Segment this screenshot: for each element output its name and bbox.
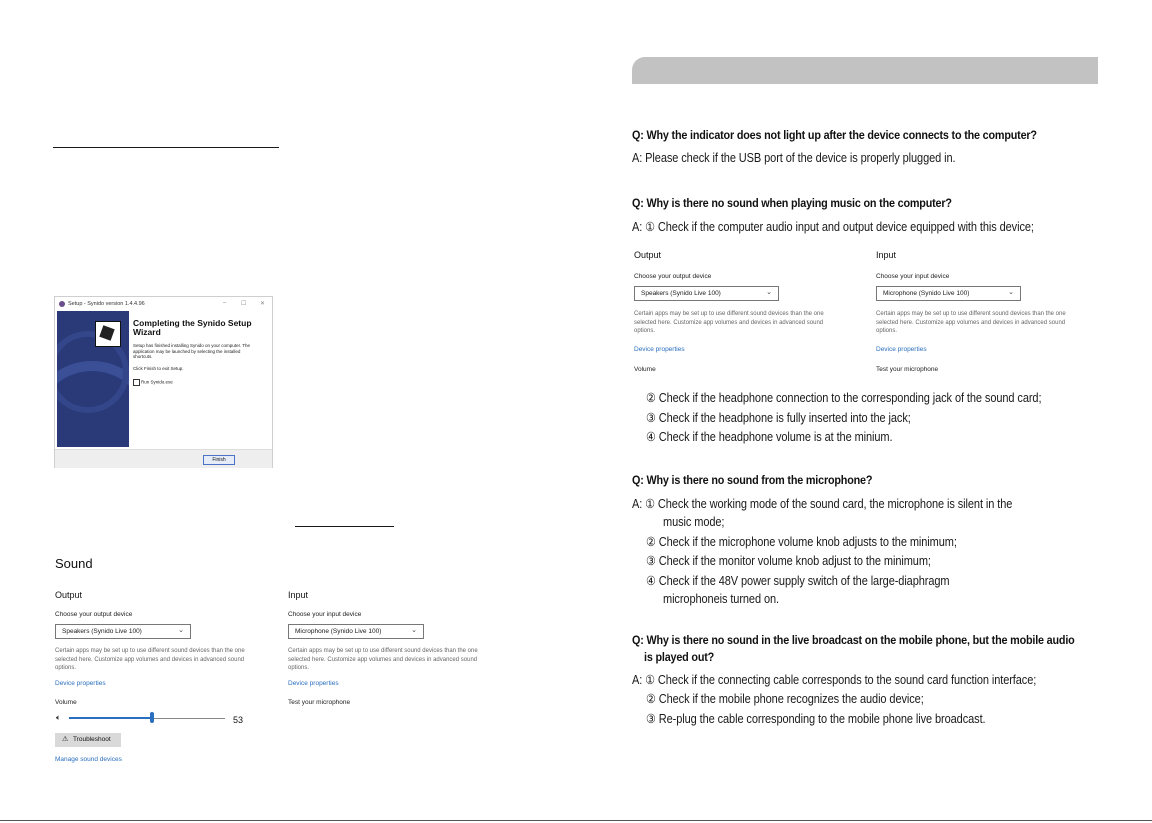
input-device-properties-link[interactable]: Device properties — [288, 680, 339, 687]
section-rule-mid — [295, 526, 394, 527]
warning-icon: ⚠ — [62, 736, 69, 743]
faq-answer-3-step-3: ③ Check if the monitor volume knob adjust to the minimum; — [646, 554, 931, 568]
faq-answer-3-step-2: ② Check if the microphone volume knob adjusts to the minimum; — [646, 535, 957, 549]
section-rule-top — [53, 147, 279, 148]
input-description: Certain apps may be set up to use different sound devices than the one selected here. Customize app volumes and devices in advanced sound options. — [288, 648, 478, 671]
installer-heading: Completing the Synido Setup Wizard — [133, 318, 252, 337]
close-icon[interactable]: ✕ — [260, 301, 266, 307]
volume-label: Volume — [55, 699, 77, 706]
output-description: Certain apps may be set up to use different sound devices than the one selected here. Customize app volumes and devices in advanced sound options. — [55, 648, 245, 671]
embedded-test-microphone-label: Test your microphone — [876, 366, 939, 373]
installer-titlebar — [55, 297, 272, 311]
embedded-input-heading: Input — [876, 250, 897, 260]
embedded-output-device-select[interactable]: Speakers (Synido Live 100) ⌄ — [634, 286, 779, 301]
minimize-icon[interactable]: – — [223, 300, 227, 306]
test-microphone-label: Test your microphone — [288, 699, 351, 706]
sound-page-title: Sound — [55, 556, 93, 571]
faq-answer-3-step-4-cont: microphoneis turned on. — [663, 592, 779, 606]
maximize-icon[interactable]: ☐ — [241, 301, 247, 307]
faq-question-2: Q: Why is there no sound when playing music on the computer? — [632, 196, 952, 210]
installer-exit-hint: Click Finish to exit Setup. — [133, 366, 184, 371]
embedded-input-device-select[interactable]: Microphone (Synido Live 100) ⌄ — [876, 286, 1021, 301]
embedded-input-device-properties-link[interactable]: Device properties — [876, 346, 927, 353]
embedded-input-description: Certain apps may be set up to use different sound devices than the one selected here. Customize app volumes and devices in advanced sound options. — [876, 311, 1066, 334]
installer-title: Setup - Synido version 1.4.4.96 — [68, 301, 145, 307]
output-device-properties-link[interactable]: Device properties — [55, 680, 106, 687]
installer-banner-image — [57, 311, 129, 447]
faq-answer-3-step-1-cont: music mode; — [663, 515, 725, 529]
faq-answer-3-step-1: A: ① Check the working mode of the sound card, the microphone is silent in the — [632, 497, 1013, 511]
volume-value: 53 — [233, 715, 244, 725]
finish-button[interactable]: Finish — [203, 455, 235, 465]
run-synido-label: Run Synido.exe — [141, 379, 173, 385]
faq-answer-4-step-2: ② Check if the mobile phone recognizes the audio device; — [646, 692, 924, 706]
faq-answer-2-step-4: ④ Check if the headphone volume is at the minium. — [646, 430, 893, 444]
page-bottom-rule — [0, 820, 1152, 821]
volume-slider-fill — [69, 717, 152, 719]
faq-answer-2-step-3: ③ Check if the headphone is fully inserted into the jack; — [646, 411, 911, 425]
embedded-output-description: Certain apps may be set up to use different sound devices than the one selected here. Customize app volumes and devices in advanced sound options. — [634, 311, 824, 334]
installer-footer — [55, 449, 272, 468]
run-synido-checkbox[interactable] — [133, 379, 173, 386]
installer-message: Setup has finished installing Synido on your computer. The application may be launched by selecting the installed shortcuts. — [133, 343, 250, 359]
faq-answer-3-step-4: ④ Check if the 48V power supply switch of the large-diaphragm — [646, 574, 950, 588]
output-device-label: Choose your output device — [55, 611, 133, 618]
faq-answer-1: A: Please check if the USB port of the device is properly plugged in. — [632, 151, 956, 165]
synido-logo-icon — [59, 301, 65, 307]
manage-sound-devices-link[interactable]: Manage sound devices — [55, 756, 122, 763]
input-heading: Input — [288, 590, 309, 600]
chevron-down-icon: ⌄ — [411, 627, 417, 634]
chevron-down-icon: ⌄ — [178, 627, 184, 634]
embedded-input-device-label: Choose your input device — [876, 273, 950, 280]
speaker-icon[interactable]: 🔈︎ — [56, 713, 61, 722]
output-device-select[interactable]: Speakers (Synido Live 100) ⌄ — [55, 624, 191, 639]
embedded-output-heading: Output — [634, 250, 662, 260]
faq-question-4-cont: is played out? — [644, 650, 715, 664]
chevron-down-icon: ⌄ — [766, 289, 772, 296]
input-device-label: Choose your input device — [288, 611, 362, 618]
header-banner — [632, 57, 1098, 84]
faq-question-4: Q: Why is there no sound in the live broadcast on the mobile phone, but the mobile audio — [632, 633, 1075, 647]
input-device-select[interactable]: Microphone (Synido Live 100) ⌄ — [288, 624, 424, 639]
faq-answer-2-step-2: ② Check if the headphone connection to the corresponding jack of the sound card; — [646, 391, 1042, 405]
installer-window — [54, 296, 273, 468]
volume-slider-thumb[interactable] — [150, 712, 154, 723]
output-heading: Output — [55, 590, 83, 600]
embedded-volume-label: Volume — [634, 366, 656, 373]
checkbox-icon[interactable] — [133, 379, 140, 386]
faq-answer-4-step-3: ③ Re-plug the cable corresponding to the mobile phone live broadcast. — [646, 712, 986, 726]
faq-answer-2-step-1: A: ① Check if the computer audio input and output device equipped with this device; — [632, 220, 1034, 234]
chevron-down-icon: ⌄ — [1008, 289, 1014, 296]
embedded-output-device-properties-link[interactable]: Device properties — [634, 346, 685, 353]
faq-answer-4-step-1: A: ① Check if the connecting cable corresponds to the sound card function interface; — [632, 673, 1037, 687]
embedded-output-device-label: Choose your output device — [634, 273, 712, 280]
installer-app-icon — [95, 321, 121, 347]
faq-question-1: Q: Why the indicator does not light up after the device connects to the computer? — [632, 128, 1037, 142]
troubleshoot-button[interactable]: ⚠ Troubleshoot — [55, 733, 121, 747]
faq-question-3: Q: Why is there no sound from the microphone? — [632, 473, 873, 487]
